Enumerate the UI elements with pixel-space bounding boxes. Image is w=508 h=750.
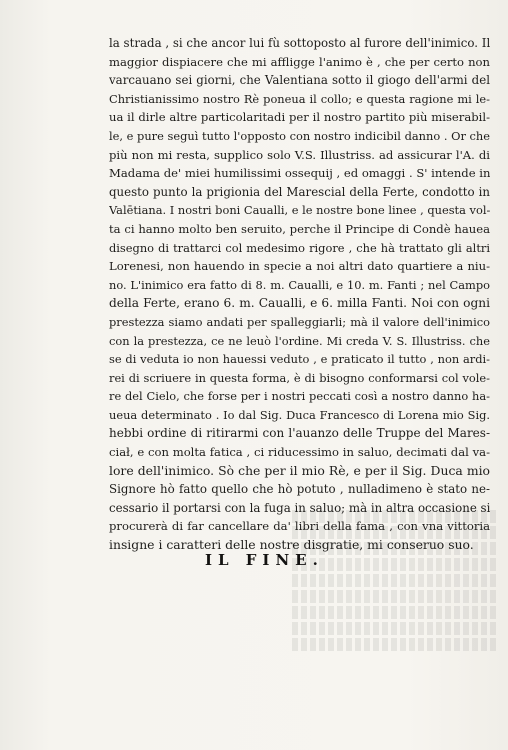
text-line-1: la strada , si che ancor lui fù sottoposto al furore dell'inimico. Il (109, 36, 490, 50)
text-line-6: le, e pure seguì tutto l'opposto con nostro indicibil danno . Or che (109, 128, 490, 143)
body-paragraph (109, 34, 490, 555)
text-line-12: disegno di trattarci col medesimo rigore , che hà trattato gli altri (109, 240, 490, 255)
text-line-22: hebbi ordine di ritirarmi con l'auanzo delle Truppe del Mares- (109, 426, 490, 441)
text-line-18: se di veduta io non hauessi veduto , e praticato il tutto , non ardi- (109, 352, 490, 367)
text-line-7: più non mi resta, supplico solo V.S. Illustriss. ad assicurar l'A. di (109, 147, 490, 162)
text-line-8: Madama de' miei humilissimi ossequij , ed omaggi . S' intende in (109, 166, 490, 181)
text-line-10: Valētiana. I nostri boni Caualli, e le nostre bone linee , questa vol- (109, 203, 490, 218)
text-line-13: Lorenesi, non hauendo in specie a noi altri dato quartiere a niu- (109, 259, 490, 274)
text-line-2: maggior dispiacere che mi affligge l'animo è , che per certo non (109, 54, 490, 69)
text-line-28: insigne i caratteri delle nostre disgratie, mi conseruo suo. (109, 537, 474, 553)
text-line-24: lore dell'inimico. Sò che per il mio Rè, e per il Sig. Duca mio (109, 462, 490, 478)
text-line-5: ua il dirle altre particolaritadi per il nostro partito più miserabil- (109, 110, 490, 125)
text-line-23: ciał, e con molta fatica , ci riducessimo in saluo, decimati dal va- (109, 445, 490, 460)
text-line-17: con la prestezza, ce ne leuò l'ordine. Mi creda V. S. Illustriss. che (109, 333, 490, 348)
text-line-3: varcauano sei giorni, che Valentiana sotto il giogo dell'armi del (109, 73, 490, 88)
text-line-16: prestezza siamo andati per spalleggiarli; mà il valore dell'inimico (109, 314, 490, 329)
closing-heading: IL FINE. (205, 551, 324, 569)
text-line-4: Christianissimo nostro Rè poneua il collo; e questa ragione mi le- (109, 91, 490, 106)
text-line-19: rei di scriuere in questa forma, è di bisogno conformarsi col vole- (109, 370, 490, 385)
text-line-9: questo punto la prigionia del Marescial della Ferte, condotto in (109, 184, 490, 199)
text-line-27: procurerà di far cancellare da' libri della fama , con vna vittoria (109, 519, 490, 534)
text-line-20: re del Cielo, che forse per i nostri peccati così a nostro danno ha- (109, 389, 490, 404)
text-line-21: ueua determinato . Io dal Sig. Duca Francesco di Lorena mio Sig. (109, 407, 490, 422)
text-line-25: Signore hò fatto quello che hò potuto , nulladimeno è stato ne- (109, 482, 490, 497)
text-line-14: no. L'inimico era fatto di 8. m. Caualli, e 10. m. Fanti ; nel Campo (109, 277, 490, 292)
text-line-15: della Ferte, erano 6. m. Caualli, e 6. milla Fanti. Noi con ogni (109, 296, 490, 311)
text-line-26: cessario il portarsi con la fuga in saluo; mà in altra occasione si (109, 500, 490, 515)
text-line-11: ta ci hanno molto ben seruito, perche il Principe di Condè haueа (109, 221, 490, 236)
